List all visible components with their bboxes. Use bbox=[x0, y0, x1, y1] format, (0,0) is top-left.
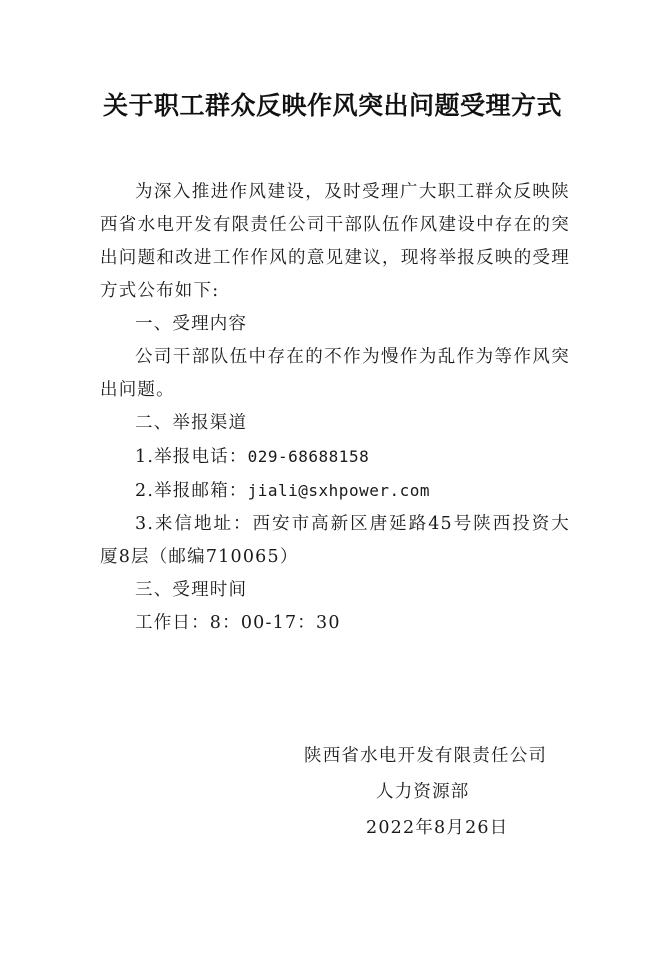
signature-block bbox=[300, 738, 580, 846]
phone-line bbox=[100, 440, 570, 474]
section-heading-hours: 三、受理时间 bbox=[135, 580, 248, 600]
section-heading-channels: 二、举报渠道 bbox=[135, 413, 248, 433]
phone-number: 029-68688158 bbox=[247, 447, 370, 466]
email-address: jiali@sxhpower.com bbox=[247, 481, 430, 500]
working-hours: 工作日：8：00-17：30 bbox=[135, 613, 341, 633]
signature-department: 人力资源部 bbox=[376, 782, 470, 802]
address-label: 3.来信地址： bbox=[135, 514, 253, 534]
document-title: 关于职工群众反映作风突出问题受理方式 bbox=[102, 91, 562, 120]
address-line bbox=[100, 508, 570, 574]
signature-organization: 陕西省水电开发有限责任公司 bbox=[304, 746, 548, 766]
intro-paragraph: 为深入推进作风建设，及时受理广大职工群众反映陕西省水电开发有限责任公司干部队伍作风建设中存在的突出问题和改进工作作风的意见建议，现将举报反映的受理方式公布如下: bbox=[100, 182, 570, 301]
email-label: 2.举报邮箱： bbox=[135, 481, 248, 501]
document-body bbox=[100, 176, 570, 640]
phone-label: 1.举报电话： bbox=[135, 447, 248, 467]
section-content-body: 公司干部队伍中存在的不作为慢作为乱作为等作风突出问题。 bbox=[100, 347, 570, 400]
email-line bbox=[100, 474, 570, 508]
mailing-address: 西安市高新区唐延路45号陕西投资大厦8层（邮编710065） bbox=[100, 514, 570, 567]
section-heading-content: 一、受理内容 bbox=[135, 314, 248, 334]
signature-date: 2022年8月26日 bbox=[366, 818, 509, 838]
